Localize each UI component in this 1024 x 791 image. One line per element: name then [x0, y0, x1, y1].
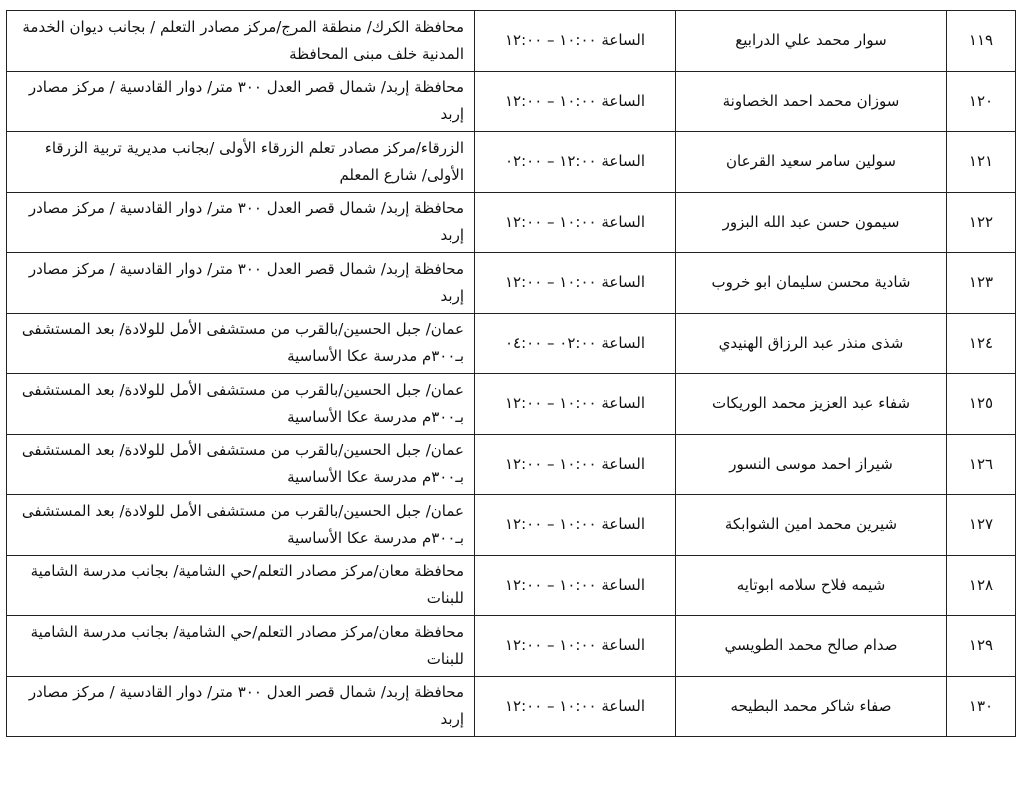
- session-location: محافظة معان/مركز مصادر التعلم/حي الشامية/ بجانب مدرسة الشامية للبنات: [7, 616, 475, 677]
- participant-name: شيرين محمد امين الشوابكة: [676, 495, 947, 556]
- row-number: ١٢٤: [947, 313, 1016, 374]
- participant-name: شذى منذر عبد الرزاق الهنيدي: [676, 313, 947, 374]
- participant-name: سوزان محمد احمد الخصاونة: [676, 71, 947, 132]
- row-number: ١٢٨: [947, 555, 1016, 616]
- row-number: ١٢٥: [947, 374, 1016, 435]
- table-row: [7, 434, 1016, 495]
- session-location: عمان/ جبل الحسين/بالقرب من مستشفى الأمل للولادة/ بعد المستشفى بـ٣٠٠م مدرسة عكا الأساسية: [7, 495, 475, 556]
- participant-name: شيراز احمد موسى النسور: [676, 434, 947, 495]
- session-time: الساعة ١٠:٠٠ – ١٢:٠٠: [475, 71, 676, 132]
- schedule-table-body: [7, 11, 1016, 737]
- participant-name: شفاء عبد العزيز محمد الوريكات: [676, 374, 947, 435]
- session-time: الساعة ١٠:٠٠ – ١٢:٠٠: [475, 11, 676, 72]
- session-location: عمان/ جبل الحسين/بالقرب من مستشفى الأمل للولادة/ بعد المستشفى بـ٣٠٠م مدرسة عكا الأساسية: [7, 313, 475, 374]
- session-time: الساعة ١٠:٠٠ – ١٢:٠٠: [475, 555, 676, 616]
- table-row: [7, 374, 1016, 435]
- session-location: محافظة إربد/ شمال قصر العدل ٣٠٠ متر/ دوار القادسية / مركز مصادر إربد: [7, 71, 475, 132]
- participant-name: شيمه فلاح سلامه ابوتايه: [676, 555, 947, 616]
- session-time: الساعة ١٢:٠٠ – ٠٢:٠٠: [475, 132, 676, 193]
- session-location: محافظة إربد/ شمال قصر العدل ٣٠٠ متر/ دوار القادسية / مركز مصادر إربد: [7, 192, 475, 253]
- table-row: [7, 253, 1016, 314]
- session-location: عمان/ جبل الحسين/بالقرب من مستشفى الأمل للولادة/ بعد المستشفى بـ٣٠٠م مدرسة عكا الأساسية: [7, 434, 475, 495]
- row-number: ١٢٠: [947, 71, 1016, 132]
- session-time: الساعة ١٠:٠٠ – ١٢:٠٠: [475, 253, 676, 314]
- session-location: محافظة معان/مركز مصادر التعلم/حي الشامية/ بجانب مدرسة الشامية للبنات: [7, 555, 475, 616]
- table-row: [7, 555, 1016, 616]
- session-time: الساعة ١٠:٠٠ – ١٢:٠٠: [475, 495, 676, 556]
- row-number: ١٣٠: [947, 676, 1016, 737]
- session-time: الساعة ١٠:٠٠ – ١٢:٠٠: [475, 374, 676, 435]
- table-row: [7, 676, 1016, 737]
- row-number: ١٢٧: [947, 495, 1016, 556]
- table-row: [7, 192, 1016, 253]
- participant-name: صدام صالح محمد الطويسي: [676, 616, 947, 677]
- session-location: عمان/ جبل الحسين/بالقرب من مستشفى الأمل للولادة/ بعد المستشفى بـ٣٠٠م مدرسة عكا الأساسية: [7, 374, 475, 435]
- session-time: الساعة ١٠:٠٠ – ١٢:٠٠: [475, 192, 676, 253]
- table-row: [7, 11, 1016, 72]
- row-number: ١٢٢: [947, 192, 1016, 253]
- row-number: ١٢١: [947, 132, 1016, 193]
- table-row: [7, 495, 1016, 556]
- participant-name: سوار محمد علي الدرابيع: [676, 11, 947, 72]
- participant-name: سيمون حسن عبد الله البزور: [676, 192, 947, 253]
- row-number: ١٢٣: [947, 253, 1016, 314]
- session-location: محافظة الكرك/ منطقة المرج/مركز مصادر التعلم / بجانب ديوان الخدمة المدنية خلف مبنى المحافظة: [7, 11, 475, 72]
- row-number: ١٢٦: [947, 434, 1016, 495]
- session-time: الساعة ٠٢:٠٠ – ٠٤:٠٠: [475, 313, 676, 374]
- participant-name: شادية محسن سليمان ابو خروب: [676, 253, 947, 314]
- table-row: [7, 71, 1016, 132]
- schedule-table: [6, 10, 1016, 737]
- session-location: محافظة إربد/ شمال قصر العدل ٣٠٠ متر/ دوار القادسية / مركز مصادر إربد: [7, 253, 475, 314]
- session-location: الزرقاء/مركز مصادر تعلم الزرقاء الأولى /بجانب مديرية تربية الزرقاء الأولى/ شارع المعلم: [7, 132, 475, 193]
- session-location: محافظة إربد/ شمال قصر العدل ٣٠٠ متر/ دوار القادسية / مركز مصادر إربد: [7, 676, 475, 737]
- session-time: الساعة ١٠:٠٠ – ١٢:٠٠: [475, 676, 676, 737]
- session-time: الساعة ١٠:٠٠ – ١٢:٠٠: [475, 616, 676, 677]
- table-row: [7, 313, 1016, 374]
- table-row: [7, 132, 1016, 193]
- participant-name: صفاء شاكر محمد البطيحه: [676, 676, 947, 737]
- session-time: الساعة ١٠:٠٠ – ١٢:٠٠: [475, 434, 676, 495]
- row-number: ١٢٩: [947, 616, 1016, 677]
- participant-name: سولين سامر سعيد القرعان: [676, 132, 947, 193]
- row-number: ١١٩: [947, 11, 1016, 72]
- table-row: [7, 616, 1016, 677]
